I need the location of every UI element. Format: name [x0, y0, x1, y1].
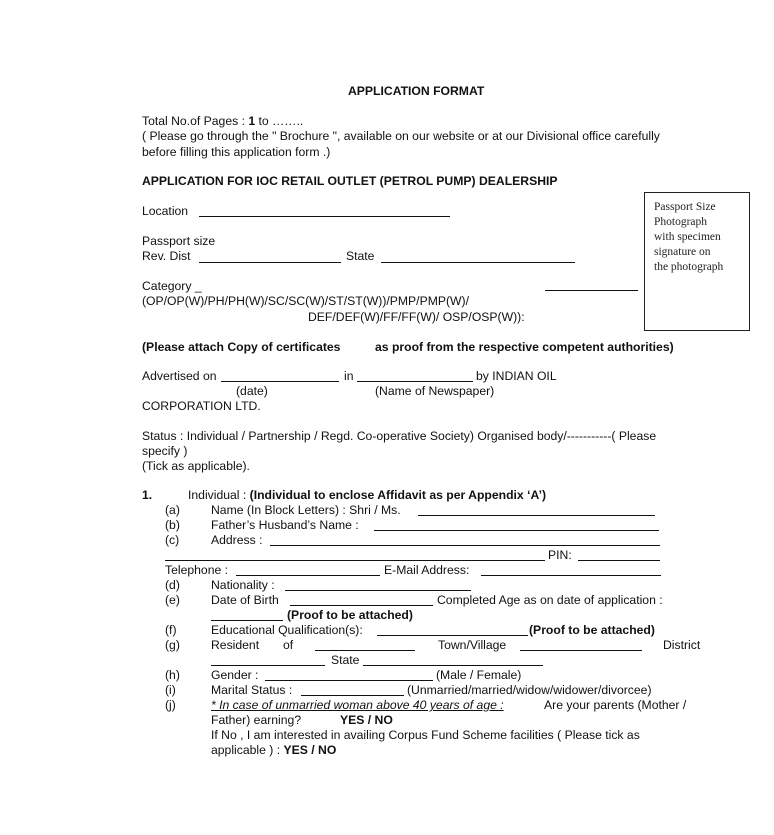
item-i-marker: (i) [165, 683, 176, 697]
email-label: E-Mail Address: [384, 563, 470, 577]
form-heading: APPLICATION FOR IOC RETAIL OUTLET (PETROL PUMP) DEALERSHIP [142, 174, 558, 188]
item-e-marker: (e) [165, 593, 180, 607]
page-title: APPLICATION FORMAT [348, 84, 485, 98]
category-options-2: DEF/DEF(W)/FF/FF(W)/ OSP/OSP(W)): [308, 310, 525, 324]
location-label: Location [142, 204, 189, 218]
resident-field[interactable] [315, 650, 415, 651]
corporation-label: CORPORATION LTD. [142, 399, 261, 413]
educational-qualification-label: Educational Qualification(s): [211, 623, 363, 637]
parents-earning-yes-no[interactable]: YES / NO [340, 713, 393, 727]
in-label: in [344, 369, 354, 383]
address-label: Address : [211, 533, 263, 547]
attach-certificates-note-a: (Please attach Copy of certificates [142, 340, 341, 354]
parents-earning-question: Are your parents (Mother / [544, 698, 687, 712]
town-village-field[interactable] [520, 650, 642, 651]
section-individual [188, 488, 546, 502]
pages-value: 1 [248, 114, 256, 128]
district-field[interactable] [211, 665, 325, 666]
name-field[interactable] [418, 515, 655, 516]
total-pages [142, 114, 303, 128]
pin-label: PIN: [548, 548, 572, 562]
nationality-label: Nationality : [211, 578, 275, 592]
marital-status-options: (Unmarried/married/widow/widower/divorcee) [407, 683, 652, 697]
corpus-applicable-label: applicable ) : [211, 743, 281, 757]
resident-of-label: of [283, 638, 294, 652]
status-line-3: (Tick as applicable). [142, 459, 250, 473]
gender-label: Gender : [211, 668, 259, 682]
telephone-field[interactable] [236, 575, 380, 576]
advertised-on-label: Advertised on [142, 369, 217, 383]
rev-dist-field[interactable] [199, 262, 341, 263]
section-number: 1. [142, 488, 153, 502]
item-b-marker: (b) [165, 518, 180, 532]
town-village-label: Town/Village [438, 638, 507, 652]
corpus-fund-applicable [211, 743, 336, 757]
photo-line-3: with specimen [654, 231, 721, 243]
telephone-label: Telephone : [165, 563, 229, 577]
intro-line-2: before filling this application form .) [142, 145, 331, 159]
pin-field[interactable] [578, 560, 660, 561]
photo-line-1: Passport Size [654, 201, 716, 213]
corpus-fund-question: If No , I am interested in availing Corpus Fund Scheme facilities ( Please tick as [211, 728, 640, 742]
by-indian-oil-label: by INDIAN OIL [476, 369, 557, 383]
item-a-marker: (a) [165, 503, 180, 517]
gender-field[interactable] [265, 680, 433, 681]
gender-options: (Male / Female) [436, 668, 522, 682]
passport-photo-box [644, 192, 750, 331]
intro-line-1: ( Please go through the " Brochure ", available on our website or at our Divisional office carefully [142, 129, 660, 143]
pages-to: to …….. [258, 114, 304, 128]
item-g-marker: (g) [165, 638, 180, 652]
age-field[interactable] [211, 620, 283, 621]
unmarried-woman-note: * In case of unmarried woman above 40 years of age : [211, 698, 504, 712]
status-line-2: specify ) [142, 444, 188, 458]
item-j-marker: (j) [165, 698, 176, 712]
location-field[interactable] [199, 216, 450, 217]
resident-state-label: State [331, 653, 360, 667]
category-options-1: (OP/OP(W)/PH/PH(W)/SC/SC(W)/ST/ST(W))/PMP/PMP(W)/ [142, 294, 469, 308]
resident-state-field[interactable] [363, 665, 543, 666]
photo-line-2: Photograph [654, 216, 708, 228]
address-field-1[interactable] [270, 545, 660, 546]
advertised-date-field[interactable] [221, 381, 339, 382]
educational-qualification-field[interactable] [377, 635, 528, 636]
date-hint: (date) [236, 384, 268, 398]
item-f-marker: (f) [165, 623, 177, 637]
marital-status-field[interactable] [301, 695, 404, 696]
date-of-birth-field[interactable] [290, 605, 433, 606]
rev-dist-label: Rev. Dist [142, 249, 191, 263]
newspaper-field[interactable] [357, 381, 473, 382]
state-label: State [346, 249, 375, 263]
dob-proof-note: (Proof to be attached) [287, 608, 413, 622]
newspaper-hint: (Name of Newspaper) [375, 384, 495, 398]
corpus-fund-yes-no[interactable]: YES / NO [283, 743, 337, 757]
item-c-marker: (c) [165, 533, 180, 547]
date-of-birth-label: Date of Birth [211, 593, 279, 607]
marital-status-label: Marital Status : [211, 683, 293, 697]
item-d-marker: (d) [165, 578, 180, 592]
attach-certificates-note-b: as proof from the respective competent authorities) [375, 340, 674, 354]
education-proof-note: (Proof to be attached) [529, 623, 655, 637]
nationality-field[interactable] [285, 590, 471, 591]
address-field-2[interactable] [165, 560, 545, 561]
category-label: Category _ [142, 279, 202, 293]
resident-label: Resident [211, 638, 260, 652]
father-earning-label: Father) earning? [211, 713, 302, 727]
item-h-marker: (h) [165, 668, 180, 682]
status-line-1: Status : Individual / Partnership / Regd. Co-operative Society) Organised body/-----------( Please [142, 429, 657, 443]
email-field[interactable] [481, 575, 661, 576]
district-label: District [663, 638, 701, 652]
father-husband-name-label: Father’s Husband’s Name : [211, 518, 359, 532]
state-field[interactable] [381, 262, 575, 263]
father-husband-name-field[interactable] [374, 530, 659, 531]
category-field[interactable] [545, 290, 638, 291]
passport-size-label: Passport size [142, 234, 216, 248]
pages-label: Total No.of Pages : [142, 114, 245, 128]
photo-line-5: the photograph [654, 261, 724, 273]
individual-label: Individual : [188, 488, 247, 502]
individual-note: (Individual to enclose Affidavit as per Appendix ‘A’) [249, 488, 547, 502]
name-label: Name (In Block Letters) : Shri / Ms. [211, 503, 401, 517]
completed-age-label: Completed Age as on date of application : [437, 593, 663, 607]
photo-line-4: signature on [654, 246, 711, 258]
